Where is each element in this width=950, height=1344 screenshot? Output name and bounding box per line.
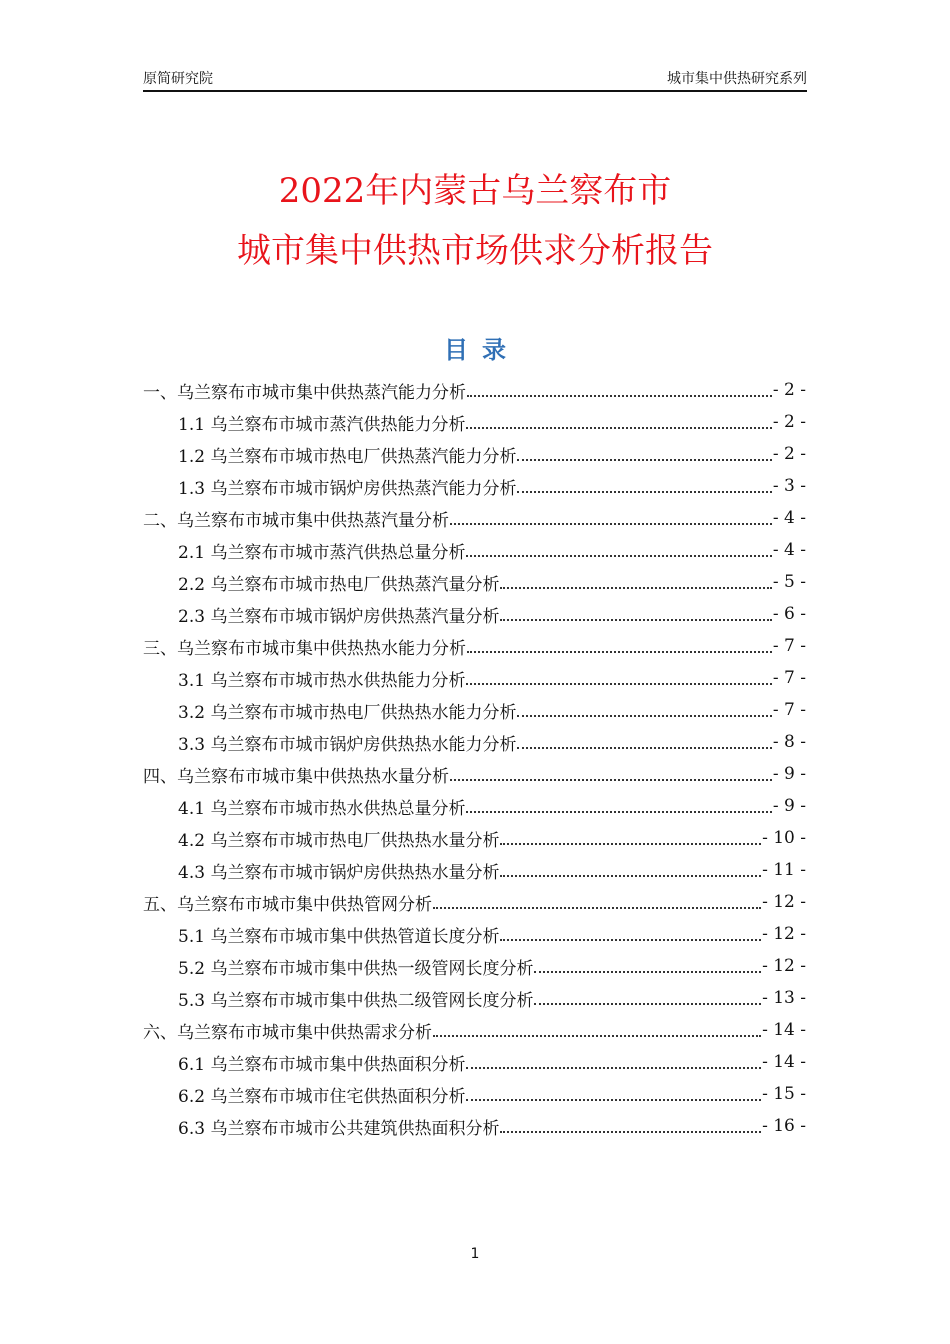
toc-entry-label: 六、乌兰察布市城市集中供热需求分析	[143, 1022, 432, 1043]
toc-entry-label: 五、乌兰察布市城市集中供热管网分析	[143, 894, 432, 915]
toc-leader-dots	[500, 595, 771, 621]
toc-entry-label: 3.3 乌兰察布市城市锅炉房供热热水能力分析	[178, 734, 517, 755]
toc-entry-page: - 2 -	[772, 412, 806, 432]
toc-entry-label: 1.3 乌兰察布市城市锅炉房供热蒸汽能力分析	[178, 478, 517, 499]
toc-subsection-link[interactable]	[143, 1046, 806, 1078]
toc-entry-label: 三、乌兰察布市城市集中供热热水能力分析	[143, 638, 466, 659]
toc-entry-label: 1.2 乌兰察布市城市热电厂供热蒸汽能力分析	[178, 446, 517, 467]
toc-entry-label: 5.2 乌兰察布市城市集中供热一级管网长度分析	[178, 958, 534, 979]
toc-subsection-link[interactable]	[143, 982, 806, 1014]
toc-entry-label: 1.1 乌兰察布市城市蒸汽供热能力分析	[178, 414, 466, 435]
toc-heading: 目录	[444, 336, 520, 364]
table-of-contents	[143, 374, 806, 1142]
toc-entry-label: 5.1 乌兰察布市城市集中供热管道长度分析	[178, 926, 500, 947]
toc-entry-label: 2.1 乌兰察布市城市蒸汽供热总量分析	[178, 542, 466, 563]
toc-entry-label: 5.3 乌兰察布市城市集中供热二级管网长度分析	[178, 990, 534, 1011]
toc-entry-label: 2.2 乌兰察布市城市热电厂供热蒸汽量分析	[178, 574, 500, 595]
toc-section-link[interactable]	[143, 374, 806, 406]
toc-leader-dots	[500, 1107, 761, 1133]
toc-entry-page: - 7 -	[772, 700, 806, 720]
toc-entry-page: - 10 -	[762, 828, 806, 848]
toc-subsection-link[interactable]	[143, 534, 806, 566]
toc-entry-page: - 7 -	[772, 668, 806, 688]
page-header	[143, 66, 807, 92]
toc-entry-page: - 3 -	[772, 476, 806, 496]
toc-entry-page: - 5 -	[772, 572, 806, 592]
toc-leader-dots	[517, 467, 771, 493]
toc-subsection-link[interactable]	[143, 1110, 806, 1142]
toc-leader-dots	[534, 947, 761, 973]
toc-entry-page: - 4 -	[772, 540, 806, 560]
toc-entry-page: - 6 -	[772, 604, 806, 624]
toc-entry-page: - 2 -	[772, 444, 806, 464]
toc-entry-page: - 13 -	[762, 988, 806, 1008]
toc-leader-dots	[433, 883, 761, 909]
toc-subsection-link[interactable]	[143, 822, 806, 854]
toc-leader-dots	[517, 723, 771, 749]
header-organization: 原简研究院	[143, 71, 213, 87]
toc-entry-page: - 15 -	[762, 1084, 806, 1104]
toc-section-link[interactable]	[143, 758, 806, 790]
toc-section-link[interactable]	[143, 886, 806, 918]
toc-subsection-link[interactable]	[143, 1078, 806, 1110]
toc-leader-dots	[534, 979, 761, 1005]
toc-subsection-link[interactable]	[143, 726, 806, 758]
toc-entry-page: - 4 -	[772, 508, 806, 528]
toc-leader-dots	[517, 691, 771, 717]
toc-entry-label: 6.2 乌兰察布市城市住宅供热面积分析	[178, 1086, 466, 1107]
toc-entry-label: 6.1 乌兰察布市城市集中供热面积分析	[178, 1054, 466, 1075]
toc-leader-dots	[500, 819, 761, 845]
toc-subsection-link[interactable]	[143, 598, 806, 630]
toc-leader-dots	[500, 915, 761, 941]
toc-leader-dots	[466, 403, 771, 429]
toc-subsection-link[interactable]	[143, 950, 806, 982]
toc-entry-label: 3.1 乌兰察布市城市热水供热能力分析	[178, 670, 466, 691]
toc-entry-page: - 12 -	[762, 956, 806, 976]
toc-entry-page: - 8 -	[772, 732, 806, 752]
toc-subsection-link[interactable]	[143, 438, 806, 470]
toc-subsection-link[interactable]	[143, 918, 806, 950]
toc-subsection-link[interactable]	[143, 406, 806, 438]
toc-leader-dots	[433, 1011, 761, 1037]
header-series: 城市集中供热研究系列	[667, 71, 807, 87]
toc-entry-label: 6.3 乌兰察布市城市公共建筑供热面积分析	[178, 1118, 500, 1139]
toc-leader-dots	[450, 499, 772, 525]
toc-subsection-link[interactable]	[143, 790, 806, 822]
toc-entry-page: - 7 -	[772, 636, 806, 656]
toc-entry-page: - 9 -	[772, 764, 806, 784]
toc-subsection-link[interactable]	[143, 566, 806, 598]
toc-leader-dots	[467, 627, 772, 653]
toc-entry-page: - 9 -	[772, 796, 806, 816]
toc-leader-dots	[517, 435, 771, 461]
toc-leader-dots	[466, 787, 771, 813]
toc-leader-dots	[467, 371, 772, 397]
toc-leader-dots	[466, 1075, 761, 1101]
toc-leader-dots	[466, 531, 771, 557]
toc-leader-dots	[500, 851, 761, 877]
toc-entry-page: - 14 -	[762, 1020, 806, 1040]
toc-entry-label: 4.3 乌兰察布市城市锅炉房供热热水量分析	[178, 862, 500, 883]
toc-section-link[interactable]	[143, 630, 806, 662]
toc-entry-label: 一、乌兰察布市城市集中供热蒸汽能力分析	[143, 382, 466, 403]
toc-leader-dots	[500, 563, 771, 589]
toc-subsection-link[interactable]	[143, 470, 806, 502]
toc-leader-dots	[466, 1043, 761, 1069]
toc-subsection-link[interactable]	[143, 854, 806, 886]
toc-entry-label: 4.1 乌兰察布市城市热水供热总量分析	[178, 798, 466, 819]
page-number: 1	[470, 1246, 480, 1262]
toc-entry-label: 4.2 乌兰察布市城市热电厂供热热水量分析	[178, 830, 500, 851]
report-title-line-2: 城市集中供热市场供求分析报告	[237, 231, 713, 271]
toc-entry-label: 四、乌兰察布市城市集中供热热水量分析	[143, 766, 449, 787]
toc-subsection-link[interactable]	[143, 662, 806, 694]
toc-entry-page: - 11 -	[762, 860, 806, 880]
toc-entry-label: 3.2 乌兰察布市城市热电厂供热热水能力分析	[178, 702, 517, 723]
toc-section-link[interactable]	[143, 1014, 806, 1046]
toc-entry-page: - 2 -	[772, 380, 806, 400]
report-title-line-1: 2022年内蒙古乌兰察布市	[278, 171, 672, 211]
toc-entry-page: - 14 -	[762, 1052, 806, 1072]
toc-entry-label: 二、乌兰察布市城市集中供热蒸汽量分析	[143, 510, 449, 531]
toc-leader-dots	[450, 755, 772, 781]
toc-section-link[interactable]	[143, 502, 806, 534]
toc-entry-label: 2.3 乌兰察布市城市锅炉房供热蒸汽量分析	[178, 606, 500, 627]
toc-leader-dots	[466, 659, 771, 685]
toc-entry-page: - 12 -	[762, 892, 806, 912]
toc-subsection-link[interactable]	[143, 694, 806, 726]
toc-entry-page: - 16 -	[762, 1116, 806, 1136]
toc-entry-page: - 12 -	[762, 924, 806, 944]
